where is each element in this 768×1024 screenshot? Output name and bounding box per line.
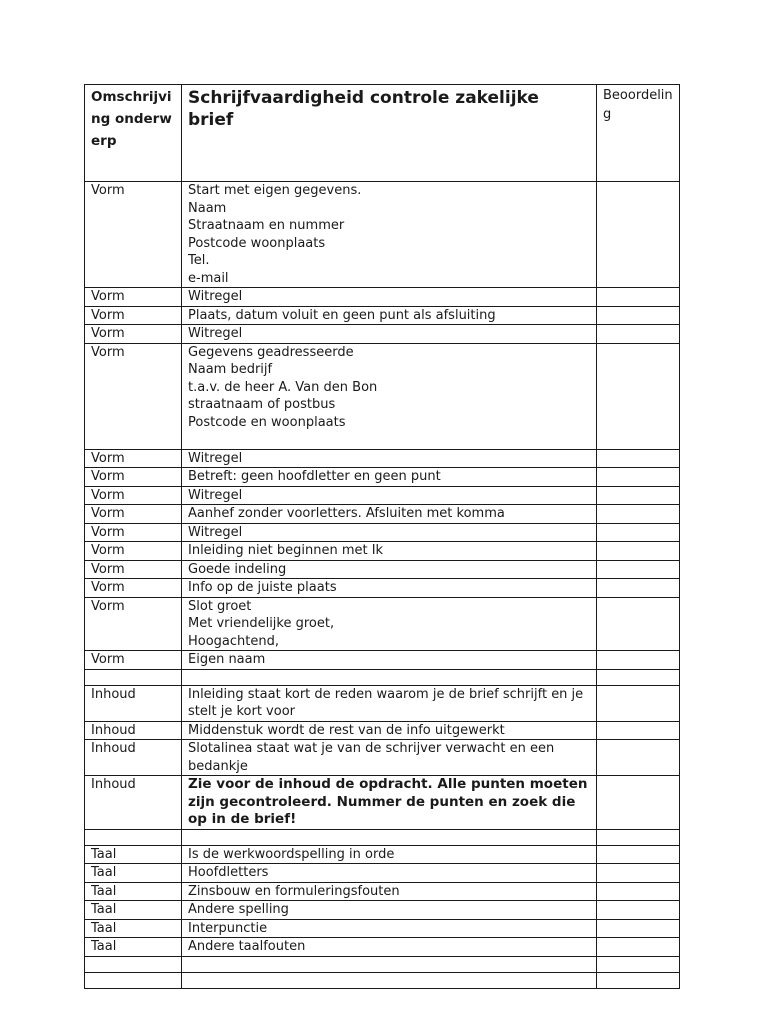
criteria-line: Postcode woonplaats	[188, 235, 326, 251]
assessment-cell[interactable]	[597, 956, 680, 972]
criteria-line: Aanhef zonder voorletters. Afsluiten met komma	[188, 506, 505, 521]
table-row	[85, 542, 680, 561]
assessment-cell[interactable]	[597, 560, 680, 579]
category-cell: Vorm	[85, 579, 182, 598]
criteria-line: Witregel	[188, 450, 243, 466]
criteria-cell	[182, 740, 597, 776]
criteria-line: Slot groet	[188, 598, 252, 614]
criteria-cell	[182, 579, 597, 598]
criteria-line: t.a.v. de heer A. Van den Bon	[188, 379, 378, 395]
category-cell: Taal	[85, 845, 182, 864]
criteria-line: Info op de juiste plaats	[188, 580, 337, 595]
criteria-cell	[182, 597, 597, 651]
category-cell: Vorm	[85, 523, 182, 542]
criteria-cell	[182, 776, 597, 830]
table-row	[85, 864, 680, 883]
category-cell: Inhoud	[85, 721, 182, 740]
assessment-cell[interactable]	[597, 579, 680, 598]
table-row	[85, 560, 680, 579]
category-cell	[85, 956, 182, 972]
criteria-line: Interpunctie	[188, 920, 268, 936]
category-cell: Taal	[85, 901, 182, 920]
criteria-cell	[182, 325, 597, 344]
criteria-text: Inleiding staat kort de reden waarom je de brief schrijft en je stelt je kort voor	[188, 686, 584, 719]
criteria-cell	[182, 343, 597, 449]
criteria-line: e-mail	[188, 270, 229, 286]
assessment-cell[interactable]	[597, 182, 680, 288]
empty-row	[85, 669, 680, 685]
criteria-cell	[182, 468, 597, 487]
header-assessment: Beoordeling	[597, 85, 680, 182]
category-cell: Taal	[85, 882, 182, 901]
category-cell: Vorm	[85, 486, 182, 505]
table-row	[85, 182, 680, 288]
assessment-cell[interactable]	[597, 651, 680, 670]
criteria-cell	[182, 486, 597, 505]
assessment-cell[interactable]	[597, 972, 680, 988]
criteria-cell	[182, 956, 597, 972]
empty-row	[85, 956, 680, 972]
table-row	[85, 288, 680, 307]
empty-row	[85, 972, 680, 988]
criteria-cell	[182, 306, 597, 325]
assessment-cell[interactable]	[597, 325, 680, 344]
criteria-line: Hoogachtend,	[188, 633, 280, 649]
criteria-text: Slotalinea staat wat je van de schrijver verwacht en een bedankje	[188, 741, 555, 774]
table-row	[85, 486, 680, 505]
criteria-line: straatnaam of postbus	[188, 397, 336, 412]
table-row	[85, 523, 680, 542]
assessment-cell[interactable]	[597, 776, 680, 830]
assessment-cell[interactable]	[597, 864, 680, 883]
category-cell: Inhoud	[85, 740, 182, 776]
criteria-line: Gegevens geadresseerde	[188, 344, 354, 360]
category-cell: Inhoud	[85, 776, 182, 830]
table-row	[85, 325, 680, 344]
criteria-cell	[182, 685, 597, 721]
table-row	[85, 505, 680, 524]
category-cell: Vorm	[85, 468, 182, 487]
page-title: Schrijfvaardigheid controle zakelijke brief	[182, 85, 597, 182]
table-row	[85, 343, 680, 449]
category-cell	[85, 829, 182, 845]
assessment-cell[interactable]	[597, 306, 680, 325]
criteria-line: Witregel	[188, 487, 243, 503]
assessment-cell[interactable]	[597, 829, 680, 845]
category-cell: Vorm	[85, 306, 182, 325]
table-row	[85, 938, 680, 957]
assessment-cell[interactable]	[597, 449, 680, 468]
table-row	[85, 721, 680, 740]
table-row	[85, 882, 680, 901]
criteria-cell	[182, 182, 597, 288]
criteria-line: Naam bedrijf	[188, 362, 273, 377]
category-cell: Vorm	[85, 651, 182, 670]
assessment-cell[interactable]	[597, 938, 680, 957]
category-cell: Vorm	[85, 182, 182, 288]
table-row	[85, 651, 680, 670]
criteria-line: Witregel	[188, 326, 243, 341]
criteria-cell	[182, 721, 597, 740]
category-cell: Vorm	[85, 597, 182, 651]
criteria-line: Witregel	[188, 524, 243, 540]
assessment-cell[interactable]	[597, 523, 680, 542]
assessment-cell[interactable]	[597, 505, 680, 524]
category-cell	[85, 972, 182, 988]
assessment-cell[interactable]	[597, 845, 680, 864]
table-row	[85, 579, 680, 598]
criteria-line: Inleiding niet beginnen met Ik	[188, 543, 384, 558]
criteria-line: Witregel	[188, 289, 243, 304]
assessment-cell[interactable]	[597, 740, 680, 776]
assessment-cell[interactable]	[597, 288, 680, 307]
header-row	[85, 85, 680, 182]
criteria-line: Middenstuk wordt de rest van de info uitgewerkt	[188, 722, 505, 738]
criteria-cell	[182, 523, 597, 542]
table-row	[85, 468, 680, 487]
criteria-cell	[182, 542, 597, 561]
table-row	[85, 597, 680, 651]
assessment-cell[interactable]	[597, 721, 680, 740]
category-cell: Vorm	[85, 325, 182, 344]
criteria-line: Tel.	[188, 253, 210, 268]
criteria-cell	[182, 901, 597, 920]
criteria-cell	[182, 845, 597, 864]
category-cell: Vorm	[85, 288, 182, 307]
category-cell: Vorm	[85, 560, 182, 579]
assessment-cell[interactable]	[597, 597, 680, 651]
category-cell: Vorm	[85, 505, 182, 524]
assessment-cell[interactable]	[597, 901, 680, 920]
criteria-cell	[182, 938, 597, 957]
table-row	[85, 901, 680, 920]
category-cell: Taal	[85, 919, 182, 938]
criteria-line: Start met eigen gegevens.	[188, 183, 362, 198]
assessment-cell[interactable]	[597, 685, 680, 721]
criteria-line: Plaats, datum voluit en geen punt als afsluiting	[188, 307, 496, 323]
category-cell: Vorm	[85, 343, 182, 449]
table-row	[85, 685, 680, 721]
criteria-cell	[182, 669, 597, 685]
criteria-line: Postcode en woonplaats	[188, 414, 346, 430]
category-cell: Vorm	[85, 542, 182, 561]
criteria-line: Goede indeling	[188, 561, 287, 577]
criteria-cell	[182, 560, 597, 579]
assessment-cell[interactable]	[597, 486, 680, 505]
criteria-line: Hoofdletters	[188, 865, 269, 880]
table-row	[85, 740, 680, 776]
category-cell: Inhoud	[85, 685, 182, 721]
table-row	[85, 306, 680, 325]
criteria-cell	[182, 449, 597, 468]
assessment-cell[interactable]	[597, 468, 680, 487]
category-cell: Vorm	[85, 449, 182, 468]
checklist-table	[84, 84, 680, 989]
empty-row	[85, 829, 680, 845]
criteria-line: Straatnaam en nummer	[188, 218, 345, 233]
table-row	[85, 845, 680, 864]
criteria-line: Is de werkwoordspelling in orde	[188, 846, 395, 862]
assessment-cell[interactable]	[597, 882, 680, 901]
criteria-cell	[182, 651, 597, 670]
category-cell: Taal	[85, 938, 182, 957]
criteria-line: Betreft: geen hoofdletter en geen punt	[188, 469, 441, 484]
criteria-line: Andere spelling	[188, 902, 289, 917]
assessment-cell[interactable]	[597, 343, 680, 449]
criteria-cell	[182, 972, 597, 988]
category-cell: Taal	[85, 864, 182, 883]
criteria-line: Zinsbouw en formuleringsfouten	[188, 883, 400, 899]
table-row	[85, 449, 680, 468]
criteria-line: Eigen naam	[188, 652, 266, 667]
category-cell	[85, 669, 182, 685]
criteria-line: Naam	[188, 200, 227, 216]
criteria-cell	[182, 864, 597, 883]
assessment-cell[interactable]	[597, 919, 680, 938]
criteria-cell	[182, 505, 597, 524]
criteria-cell	[182, 919, 597, 938]
table-row	[85, 776, 680, 830]
table-row	[85, 919, 680, 938]
criteria-line: Met vriendelijke groet,	[188, 616, 335, 631]
criteria-cell	[182, 288, 597, 307]
instruction-text: Zie voor de inhoud de opdracht. Alle punten moeten zijn gecontroleerd. Nummer de punten en zoek die op in de brief!	[188, 776, 588, 827]
criteria-line: Andere taalfouten	[188, 939, 306, 954]
criteria-cell	[182, 829, 597, 845]
assessment-cell[interactable]	[597, 542, 680, 561]
criteria-cell	[182, 882, 597, 901]
assessment-cell[interactable]	[597, 669, 680, 685]
header-description: Omschrijving onderwerp	[85, 85, 182, 182]
